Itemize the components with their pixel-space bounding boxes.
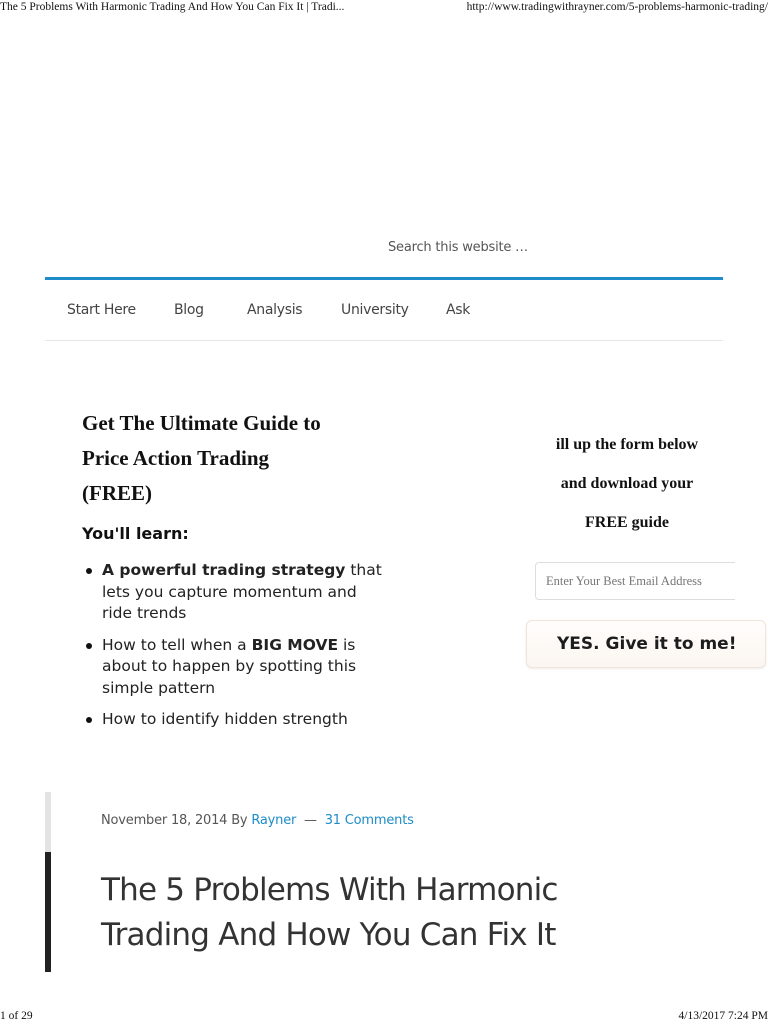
print-header-url: http://www.tradingwithrayner.com/5-problems-harmonic-trading/ bbox=[466, 1, 768, 13]
post-date: November 18, 2014 bbox=[101, 813, 228, 828]
submit-button[interactable]: YES. Give it to me! bbox=[526, 620, 766, 668]
page-title: The 5 Problems With Harmonic Trading And How You Can Fix It bbox=[101, 872, 558, 953]
bullet-text: How to identify hidden strength bbox=[102, 710, 348, 728]
bullet-bold: BIG MOVE bbox=[251, 635, 339, 654]
form-instruction-line: ill up the form below bbox=[555, 436, 699, 453]
bullet-text: How to tell when a bbox=[102, 635, 252, 654]
bullet-text: that lets you capture momentum and ride trends bbox=[102, 561, 382, 622]
nav-item-university[interactable]: University bbox=[341, 302, 409, 318]
promo-title-line: (FREE) bbox=[82, 481, 152, 505]
article-accent-bar bbox=[45, 792, 51, 852]
bullet-text: is about to happen by spotting this simple pattern bbox=[102, 635, 357, 697]
learn-heading: You'll learn: bbox=[82, 524, 189, 543]
search-input[interactable]: Search this website … bbox=[388, 240, 528, 255]
nav-item-blog[interactable]: Blog bbox=[174, 302, 204, 318]
print-timestamp: 4/13/2017 7:24 PM bbox=[678, 1010, 768, 1022]
promo-title-line: Price Action Trading bbox=[82, 446, 270, 470]
form-instruction-line: and download your bbox=[560, 475, 694, 492]
list-item bbox=[82, 560, 382, 625]
submit-button-wrapper bbox=[526, 620, 737, 668]
benefit-list bbox=[82, 560, 382, 728]
list-item bbox=[82, 635, 382, 700]
form-instruction-line: FREE guide bbox=[584, 514, 669, 531]
nav-item-ask[interactable]: Ask bbox=[446, 302, 471, 318]
email-field-wrapper bbox=[535, 562, 724, 602]
promo-title bbox=[82, 406, 402, 511]
nav-item-start-here[interactable]: Start Here bbox=[67, 302, 136, 318]
comments-link[interactable]: 31 Comments bbox=[324, 813, 414, 828]
meta-separator: — bbox=[304, 813, 317, 828]
bullet-bold: A powerful trading strategy bbox=[102, 561, 346, 579]
article-meta bbox=[101, 813, 414, 828]
post-by: By bbox=[231, 813, 248, 828]
print-page-number: 1 of 29 bbox=[0, 1010, 33, 1022]
form-instructions bbox=[530, 432, 724, 549]
main-nav bbox=[45, 280, 723, 341]
promo-title-line: Get The Ultimate Guide to bbox=[82, 411, 321, 435]
list-item bbox=[82, 709, 382, 731]
print-header-title: The 5 Problems With Harmonic Trading And How You Can Fix It | Tradi... bbox=[0, 1, 345, 13]
nav-item-analysis[interactable]: Analysis bbox=[247, 302, 303, 318]
author-link[interactable]: Rayner bbox=[251, 813, 297, 828]
email-field[interactable] bbox=[535, 562, 735, 600]
article-accent-bar bbox=[45, 852, 51, 972]
